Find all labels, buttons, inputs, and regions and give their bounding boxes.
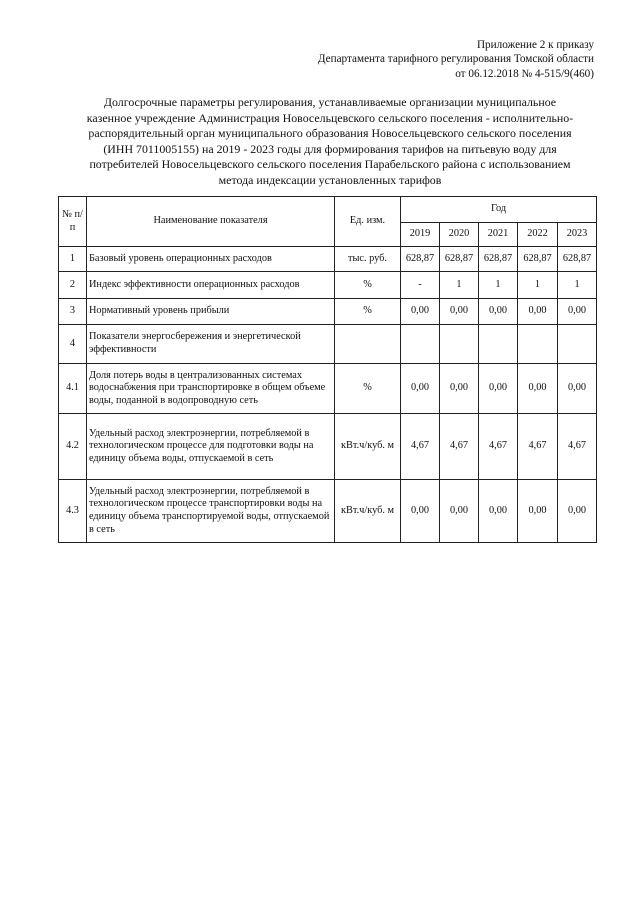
title-line: Долгосрочные параметры регулирования, устанавливаемые организации муниципальное <box>103 95 557 109</box>
row-value <box>479 325 518 364</box>
appendix-line: Приложение 2 к приказу <box>476 39 594 51</box>
row-value: 0,00 <box>401 299 440 325</box>
row-value <box>401 325 440 364</box>
table-row <box>59 299 597 325</box>
row-num: 4.1 <box>59 364 87 414</box>
row-value: 0,00 <box>558 299 597 325</box>
row-unit: кВт.ч/куб. м <box>335 480 401 543</box>
year-2020: 2020 <box>440 223 479 247</box>
row-value: 0,00 <box>518 480 558 543</box>
row-value: 1 <box>440 272 479 299</box>
row-value: 4,67 <box>401 414 440 480</box>
row-name: Нормативный уровень прибыли <box>87 299 335 325</box>
table-row <box>59 325 597 364</box>
row-value: 4,67 <box>479 414 518 480</box>
row-unit <box>335 325 401 364</box>
row-name: Удельный расход электроэнергии, потребляемой в технологическом процессе транспортировки воды на единицу объема транспортируемой воды, отпускаемой в сеть <box>87 480 335 543</box>
row-value: 0,00 <box>518 364 558 414</box>
title-line: распорядительный орган муниципального образования Новосельцевского сельского поселения <box>88 126 572 140</box>
row-num: 4.3 <box>59 480 87 543</box>
row-value: 1 <box>479 272 518 299</box>
row-value: 0,00 <box>440 364 479 414</box>
row-value: 0,00 <box>479 364 518 414</box>
row-num: 2 <box>59 272 87 299</box>
row-name: Доля потерь воды в централизованных системах водоснабжения при транспортировке в общем объеме воды, поданной в водопроводную сеть <box>87 364 335 414</box>
row-value: 0,00 <box>479 480 518 543</box>
table-row <box>59 364 597 414</box>
row-name: Показатели энергосбережения и энергетической эффективности <box>87 325 335 364</box>
row-value <box>518 325 558 364</box>
row-value: 0,00 <box>440 480 479 543</box>
year-2023: 2023 <box>558 223 597 247</box>
row-unit: кВт.ч/куб. м <box>335 414 401 480</box>
row-value: 628,87 <box>401 247 440 272</box>
row-unit: % <box>335 299 401 325</box>
row-value: 0,00 <box>440 299 479 325</box>
row-value: 0,00 <box>558 364 597 414</box>
table-row <box>59 247 597 272</box>
row-value: 628,87 <box>440 247 479 272</box>
title-line: потребителей Новосельцевского сельского поселения Парабельского района с использованием <box>89 157 571 171</box>
document-title <box>58 95 602 188</box>
row-value: 1 <box>558 272 597 299</box>
row-value: 4,67 <box>518 414 558 480</box>
table-row <box>59 480 597 543</box>
title-line: (ИНН 7011005155) на 2019 - 2023 годы для формирования тарифов на питьевую воду для <box>103 141 557 156</box>
row-value: 1 <box>518 272 558 299</box>
row-value: 0,00 <box>518 299 558 325</box>
header-num: № п/п <box>59 197 87 247</box>
year-2019: 2019 <box>401 223 440 247</box>
row-num: 1 <box>59 247 87 272</box>
appendix-header <box>234 38 594 81</box>
year-2022: 2022 <box>518 223 558 247</box>
table-row <box>59 272 597 299</box>
order-date-line: от 06.12.2018 № 4-515/9(460) <box>455 67 594 80</box>
row-num: 4 <box>59 325 87 364</box>
row-value: 0,00 <box>479 299 518 325</box>
row-unit: % <box>335 364 401 414</box>
row-value: 628,87 <box>558 247 597 272</box>
department-line: Департамента тарифного регулирования Томской области <box>317 53 594 66</box>
year-2021: 2021 <box>479 223 518 247</box>
row-value: 4,67 <box>440 414 479 480</box>
row-num: 3 <box>59 299 87 325</box>
row-value: - <box>401 272 440 299</box>
row-name: Удельный расход электроэнергии, потребляемой в технологическом процессе для подготовки воды на единицу объема воды, отпускаемой в сеть <box>87 414 335 480</box>
header-unit: Ед. изм. <box>335 197 401 247</box>
row-value: 0,00 <box>558 480 597 543</box>
row-unit: тыс. руб. <box>335 247 401 272</box>
title-line: метода индексации установленных тарифов <box>218 172 442 187</box>
row-value: 0,00 <box>401 364 440 414</box>
row-unit: % <box>335 272 401 299</box>
row-name: Индекс эффективности операционных расходов <box>87 272 335 299</box>
row-value <box>558 325 597 364</box>
header-year: Год <box>401 197 597 223</box>
title-line: казенное учреждение Администрация Новосельцевского сельского поселения - исполнительно- <box>86 110 574 125</box>
row-name: Базовый уровень операционных расходов <box>87 247 335 272</box>
row-value <box>440 325 479 364</box>
row-num: 4.2 <box>59 414 87 480</box>
row-value: 0,00 <box>401 480 440 543</box>
row-value: 4,67 <box>558 414 597 480</box>
row-value: 628,87 <box>518 247 558 272</box>
header-name: Наименование показателя <box>87 197 335 247</box>
table-row <box>59 414 597 480</box>
row-value: 628,87 <box>479 247 518 272</box>
parameters-table <box>58 196 597 543</box>
